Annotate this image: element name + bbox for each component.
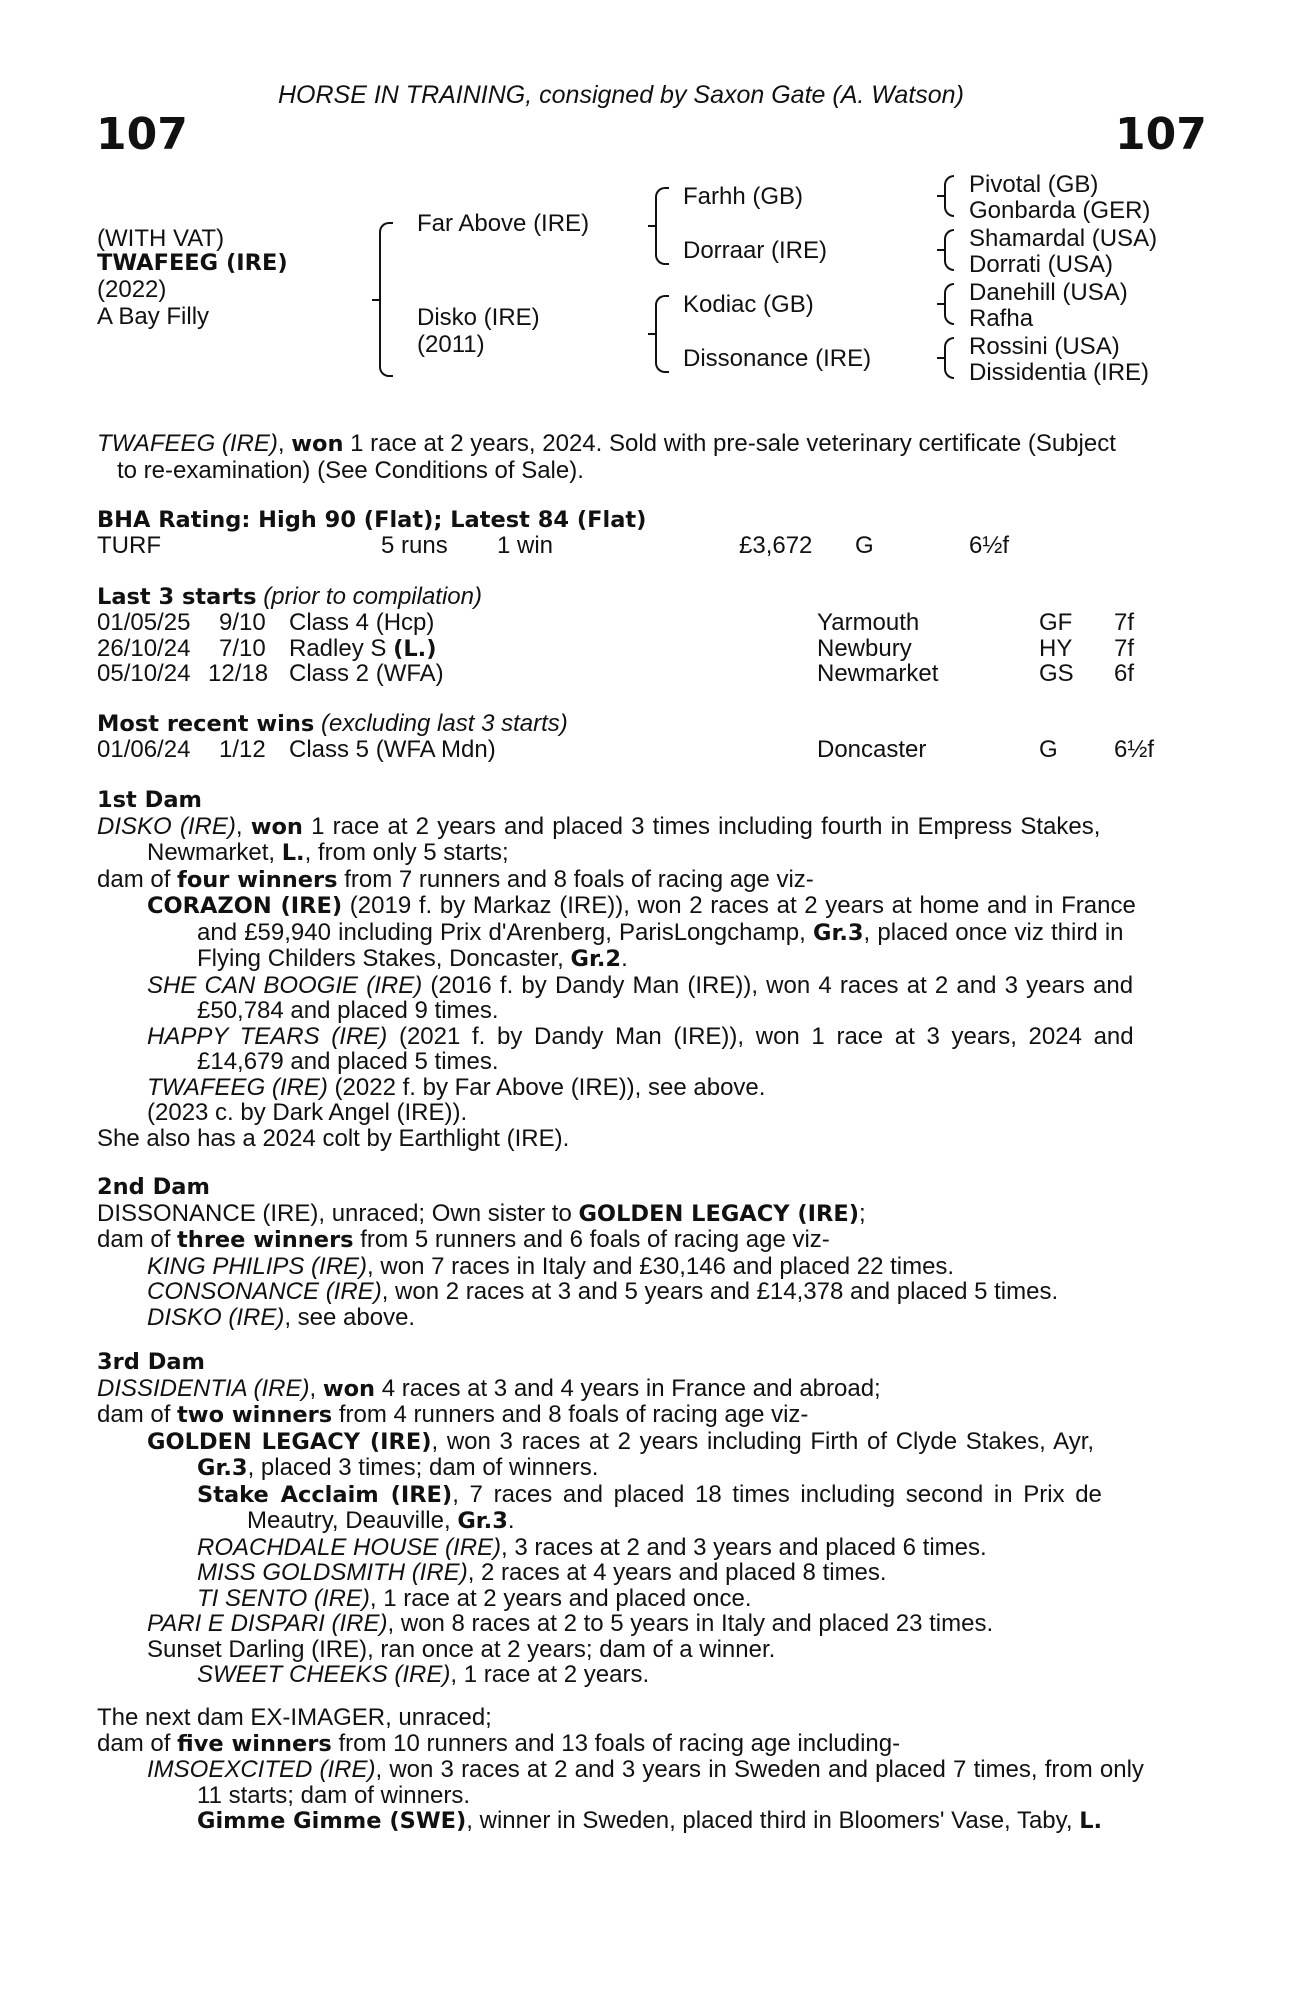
produce-2023-colt [97,1100,1202,1126]
last-starts-heading [97,584,482,611]
summary-text-2: to re-examination) (See Conditions of Sale). [117,456,584,484]
last-starts-title: Last 3 starts [97,584,257,610]
start-distance: 6f [1114,660,1135,687]
first-dam-heading: 1st Dam [97,787,202,813]
gen3-7: Rossini (USA) [969,333,1120,360]
gen2-sire-sire: Farhh (GB) [683,183,804,210]
produce-name: MISS GOLDSMITH (IRE) [197,1559,468,1586]
second-dam-heading: 2nd Dam [97,1174,210,1200]
first-dam-text-2a: Newmarket, [147,839,282,866]
produce-name: ROACHDALE HOUSE (IRE) [197,1533,502,1561]
turf-going: G [855,532,874,559]
produce-corazon-line-2 [97,920,1202,947]
recent-wins-heading [97,711,568,738]
third-dam-name: DISSIDENTIA (IRE) [97,1374,310,1402]
start-course: Newmarket [817,660,939,687]
produce-text: and £59,940 including Prix d'Arenberg, ParisLongchamp, [197,918,813,946]
winners-count: four winners [177,866,338,893]
pedigree-brace-3d [944,337,954,379]
separator: , [309,1374,323,1402]
recent-wins-note: (excluding last 3 starts) [320,710,568,737]
win-going: G [1039,736,1058,763]
summary-horse-name: TWAFEEG (IRE) [97,430,278,457]
produce-happy-tears-line-2 [97,1049,1202,1075]
start-going: GS [1039,660,1074,687]
first-dam-won: won [250,813,303,840]
listed-marker: L. [1079,1808,1103,1834]
start-course: Newbury [817,635,912,662]
pedigree-brace-3b [944,229,954,271]
first-dam-line-1: DISKO (IRE), won 1 race at 2 years and placed 3 times including fourth in Empress Stakes, [97,812,1101,840]
produce-name: Stake Acclaim (IRE) [197,1481,453,1508]
last-starts-note: (prior to compilation) [263,583,482,610]
vat-note: (WITH VAT) [97,225,225,252]
produce-text: , 1 race at 2 years. [450,1661,650,1688]
win-date: 01/06/24 [97,736,191,763]
horse-name: TWAFEEG (IRE) [97,250,288,276]
third-dam-produce-summary [97,1402,1202,1429]
first-dam-text-2c: , from only 5 starts; [304,839,509,866]
produce-disko [97,1305,1202,1331]
lot-number-left: 107 [96,109,188,160]
dam-of-suffix: from 5 runners and 6 foals of racing age viz- [353,1226,830,1253]
gen3-8: Dissidentia (IRE) [969,359,1150,386]
start-race-name: Radley S [289,635,394,662]
produce-text: , see above. [284,1303,416,1331]
produce-text: , 2 races at 4 years and placed 8 times. [467,1559,887,1586]
dam-of-suffix: from 7 runners and 8 foals of racing age viz- [337,865,814,893]
produce-name: TI SENTO (IRE) [197,1584,370,1612]
turf-runs: 5 runs [381,532,448,559]
turf-label: TURF [97,532,161,559]
third-dam-won: won [322,1375,376,1402]
dam-year: (2011) [417,331,485,358]
produce-name: GOLDEN LEGACY (IRE) [147,1428,432,1455]
start-race [289,636,437,663]
summary-paragraph: TWAFEEG (IRE), won 1 race at 2 years, 2024. Sold with pre-sale veterinary certificate (Subject to re-examination) (See Conditions of Sale). [97,430,1116,484]
turf-wins: 1 win [497,532,554,559]
listed-marker: L. [281,840,305,866]
produce-name: IMSOEXCITED (IRE) [147,1756,376,1783]
dam-of-prefix: dam of [97,865,178,893]
produce-text: , won 2 races at 3 and 5 years and £14,378 and placed 5 times. [381,1278,1059,1305]
turf-distance: 6½f [969,532,1010,559]
start-position: 9/10 [219,609,266,636]
start-race: Class 2 (WFA) [289,660,444,687]
produce-name: CORAZON (IRE) [147,893,343,919]
group-marker: Gr.2 [570,946,622,972]
summary-won: won [291,431,344,457]
pedigree-brace-2b [655,295,669,373]
horse-description: A Bay Filly [97,303,210,330]
produce-she-can-boogie [97,973,1202,999]
next-dam-section [97,1705,1202,1835]
produce-text: £14,679 and placed 5 times. [197,1048,499,1075]
winners-count: two winners [177,1402,333,1428]
third-dam-text: 4 races at 3 and 4 years in France and abroad; [375,1374,881,1402]
produce-stake-acclaim [97,1482,1202,1509]
group-marker: Gr.3 [197,1455,248,1481]
catalogue-header: HORSE IN TRAINING, consigned by Saxon Gate (A. Watson) [278,81,964,109]
produce-pari-e-dispari [97,1611,1202,1637]
first-dam-text: 1 race at 2 years and placed 3 times including fourth in Empress Stakes, [302,812,1101,840]
produce-text: Meautry, Deauville, [247,1507,458,1534]
start-date: 01/05/25 [97,609,191,636]
first-dam-also: She also has a 2024 colt by Earthlight (IRE). [97,1124,570,1152]
produce-text: , placed once viz third in [863,918,1124,946]
start-distance: 7f [1114,609,1135,636]
produce-text: (2021 f. by Dandy Man (IRE)), won 1 race at 3 years, 2024 and [387,1022,1134,1050]
second-dam-text: ; [858,1199,866,1227]
second-dam-section [97,1175,1202,1330]
turf-prize: £3,672 [739,532,813,559]
first-dam-name: DISKO (IRE) [97,812,236,840]
produce-text: , 3 races at 2 and 3 years and placed 6 times. [501,1533,987,1561]
produce-she-can-boogie-line-2 [97,998,1202,1024]
win-race: Class 5 (WFA Mdn) [289,736,496,763]
produce-text: , 1 race at 2 years and placed once. [369,1584,752,1612]
start-going: HY [1039,635,1073,662]
third-dam-section [97,1350,1202,1688]
start-race: Class 4 (Hcp) [289,609,435,636]
start-distance: 7f [1114,635,1135,662]
produce-miss-goldsmith [97,1560,1202,1586]
lot-number-right: 107 [1115,109,1207,160]
dam-of-prefix: dam of [97,1226,178,1253]
produce-text: , won 3 races at 2 and 3 years in Sweden and placed 7 times, from only [375,1756,1144,1783]
produce-corazon-line-3 [97,946,1202,973]
produce-text: , won 8 races at 2 to 5 years in Italy and placed 23 times. [387,1610,994,1637]
produce-text: Sunset Darling (IRE), ran once at 2 years; dam of a winner. [147,1635,776,1663]
produce-text: (2023 c. by Dark Angel (IRE)). [147,1099,468,1126]
produce-text: (2022 f. by Far Above (IRE)), see above. [327,1073,766,1101]
gen2-dam-dam: Dissonance (IRE) [683,345,872,372]
first-dam-line-2 [97,840,1202,867]
produce-name: SHE CAN BOOGIE (IRE) [147,971,423,999]
produce-happy-tears [97,1024,1202,1050]
produce-name: SWEET CHEEKS (IRE) [197,1661,451,1688]
produce-twafeeg [97,1075,1202,1101]
produce-text: , won 3 races at 2 years including Firth of Clyde Stakes, Ayr, [431,1427,1095,1455]
next-dam-produce-summary [97,1731,1202,1758]
produce-imsoexcited-line-2 [97,1783,1202,1809]
win-position: 1/12 [219,736,266,763]
produce-consonance [97,1279,1202,1305]
sire-name: Far Above (IRE) [417,210,590,237]
second-dam-line-1 [97,1201,1202,1228]
start-position: 7/10 [219,635,266,662]
win-course: Doncaster [817,736,927,763]
produce-sweet-cheeks [97,1662,1202,1688]
produce-text: . [507,1507,515,1534]
produce-text: 11 starts; dam of winners. [197,1781,470,1809]
produce-gimme-gimme [97,1808,1202,1835]
produce-ti-sento [97,1586,1202,1612]
start-date: 05/10/24 [97,660,191,687]
dam-of-prefix: dam of [97,1729,178,1757]
produce-name: DISKO (IRE) [147,1303,285,1331]
second-dam-produce-summary [97,1227,1202,1254]
dam-of-suffix: from 4 runners and 8 foals of racing age viz- [332,1401,809,1428]
gen3-3: Shamardal (USA) [969,225,1158,252]
produce-name: KING PHILIPS (IRE) [147,1252,368,1280]
produce-king-philips [97,1254,1202,1280]
summary-text-1: 1 race at 2 years, 2024. Sold with pre-sale veterinary certificate (Subject [343,430,1116,457]
produce-text: , placed 3 times; dam of winners. [247,1454,599,1481]
gen2-dam-sire: Kodiac (GB) [683,291,814,318]
produce-roachdale-house [97,1535,1202,1561]
produce-text: £50,784 and placed 9 times. [197,997,499,1024]
produce-stake-acclaim-line-2 [97,1508,1202,1535]
gen3-5: Danehill (USA) [969,279,1128,306]
start-position: 12/18 [208,660,269,687]
first-dam-produce-summary [97,867,1202,894]
second-dam-text: DISSONANCE (IRE), unraced; Own sister to [97,1199,579,1227]
gen2-sire-dam: Dorraar (IRE) [683,237,828,264]
listed-marker: (L.) [393,636,437,662]
dam-of-prefix: dam of [97,1401,178,1428]
produce-name: HAPPY TEARS (IRE) [147,1022,388,1050]
produce-imsoexcited [97,1757,1202,1783]
produce-golden-legacy [97,1429,1202,1456]
produce-text: , winner in Sweden, placed third in Bloomers' Vase, Taby, [466,1807,1080,1834]
produce-name: Gimme Gimme (SWE) [197,1808,467,1834]
produce-text: , 7 races and placed 18 times including second in Prix de [452,1480,1102,1508]
sister-name: GOLDEN LEGACY (IRE) [578,1200,859,1227]
recent-wins-title: Most recent wins [97,711,315,737]
produce-name: CONSONANCE (IRE) [147,1278,382,1305]
produce-golden-legacy-line-2 [97,1455,1202,1482]
pedigree-brace-3c [944,283,954,325]
produce-text: (2019 f. by Markaz (IRE)), won 2 races at 2 years at home and in France [342,892,1136,919]
produce-text: , won 7 races in Italy and £30,146 and placed 22 times. [367,1252,955,1280]
group-marker: Gr.3 [812,919,864,946]
produce-text: Flying Childers Stakes, Doncaster, [197,945,571,972]
produce-text: (2016 f. by Dandy Man (IRE)), won 4 races at 2 and 3 years and [422,971,1134,999]
bha-rating-heading: BHA Rating: High 90 (Flat); Latest 84 (Flat) [97,507,647,533]
dam-name: Disko (IRE) [417,304,540,331]
produce-name: TWAFEEG (IRE) [147,1073,328,1101]
third-dam-heading: 3rd Dam [97,1349,205,1375]
third-dam-line-1 [97,1376,1202,1403]
start-going: GF [1039,609,1073,636]
produce-text: . [621,945,628,972]
dam-of-suffix: from 10 runners and 13 foals of racing age including- [331,1729,901,1757]
winners-count: three winners [177,1227,354,1253]
winners-count: five winners [177,1730,332,1757]
first-dam-section [97,788,1202,1151]
start-course: Yarmouth [817,609,920,636]
horse-year: (2022) [97,276,167,303]
group-marker: Gr.3 [457,1508,508,1534]
start-date: 26/10/24 [97,635,191,662]
pedigree-brace-3a [944,175,954,217]
produce-corazon [97,893,1202,920]
next-dam-line-1: The next dam EX-IMAGER, unraced; [97,1704,492,1731]
gen3-6: Rafha [969,305,1034,332]
produce-name: PARI E DISPARI (IRE) [147,1610,388,1637]
gen3-1: Pivotal (GB) [969,171,1099,198]
pedigree-brace-1 [379,222,393,377]
pedigree-brace-2a [655,187,669,265]
gen3-2: Gonbarda (GER) [969,197,1151,224]
produce-sunset-darling [97,1637,1202,1663]
win-distance: 6½f [1114,736,1155,763]
gen3-4: Dorrati (USA) [969,251,1114,278]
